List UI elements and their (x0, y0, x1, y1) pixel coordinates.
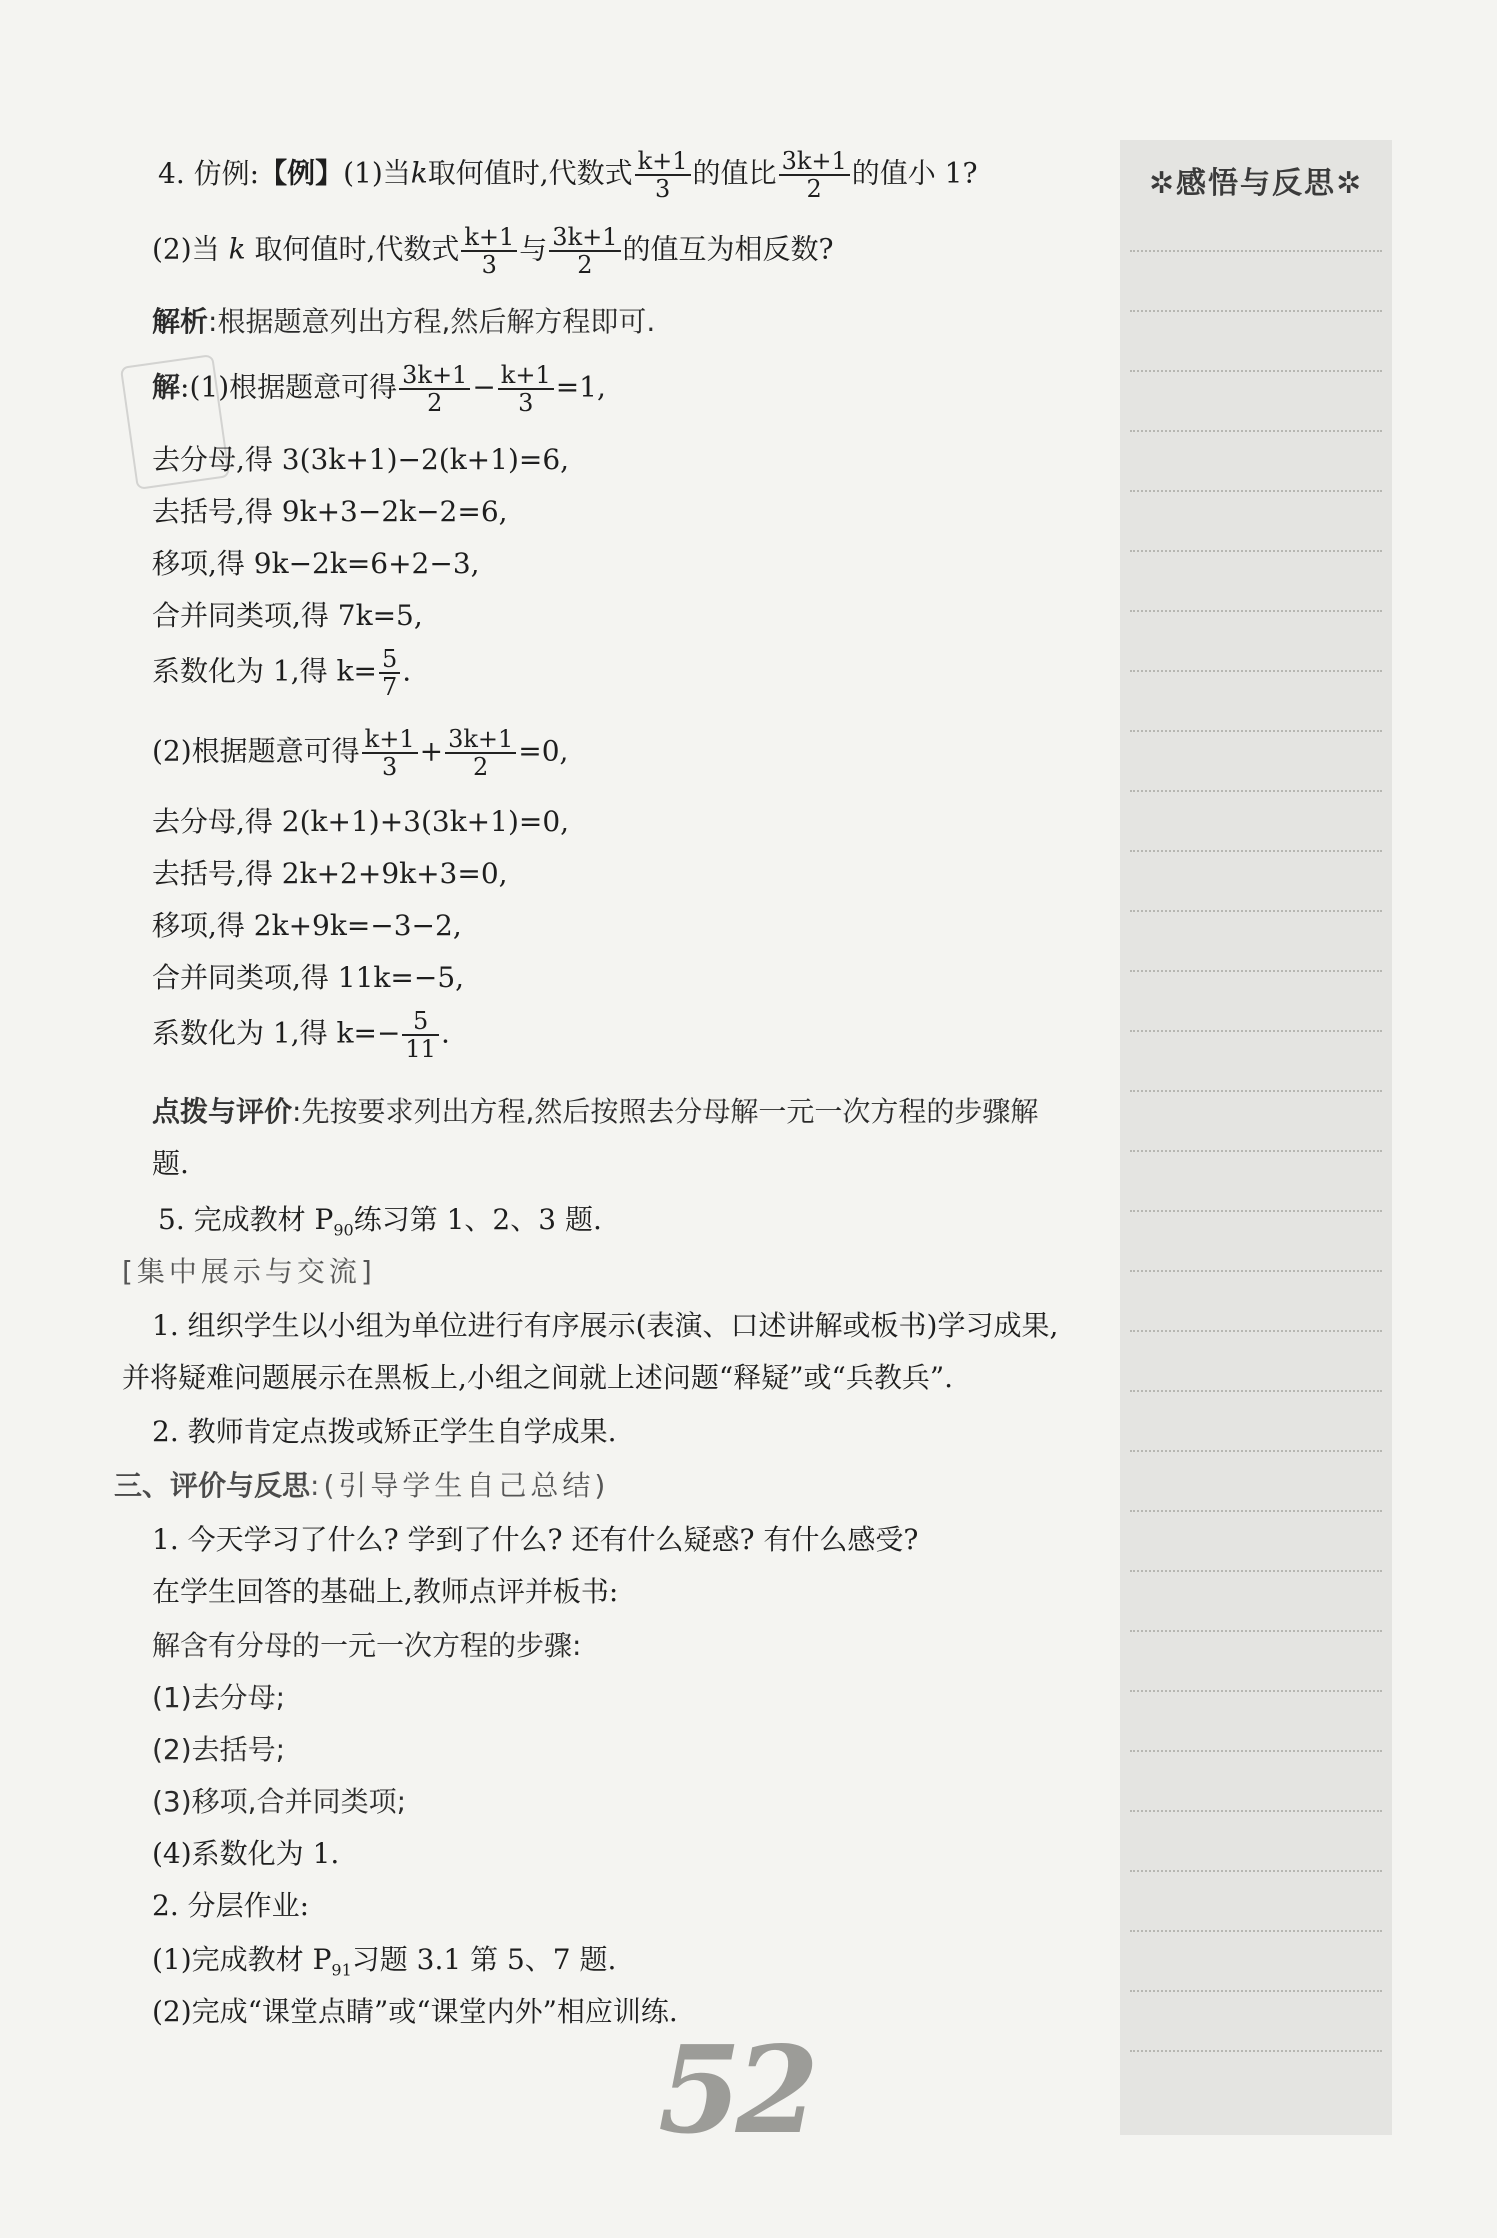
analysis-label: 解析 (152, 305, 209, 338)
analysis-text: :根据题意列出方程,然后解方程即可. (208, 305, 656, 338)
question-5 (152, 1200, 602, 1251)
ruled-line (1130, 1870, 1382, 1872)
question-4-part-1 (152, 148, 978, 202)
q5-text: 练习第 1、2、3 题. (353, 1203, 602, 1236)
var-k: k (228, 232, 246, 266)
fraction-5-over-7: $\frac{5}{7}$ (379, 646, 400, 700)
focus-item-2: 2. 教师肯定点拨或矫正学生自学成果. (152, 1415, 617, 1448)
ruled-line (1130, 910, 1382, 912)
page-number: 52 (658, 2020, 813, 2161)
solution-1-step: 合并同类项,得 7k=5, (152, 599, 423, 632)
ruled-line (1130, 370, 1382, 372)
result-text: 系数化为 1,得 k= (152, 654, 377, 688)
homework-text: (1)完成教材 P (152, 1943, 332, 1976)
homework-item-2: (2)完成“课堂点睛”或“课堂内外”相应训练. (152, 1995, 678, 2028)
solution-1-result (152, 646, 411, 700)
fraction-3k-plus-1-over-2: $\frac{3k+1}{2}$ (445, 726, 516, 780)
fraction-5-over-11: $\frac{5}{11}$ (402, 1008, 439, 1062)
solution-text: :(1)根据题意可得 (180, 370, 398, 404)
q4-text: (1)当 (343, 156, 411, 190)
fraction-3k-plus-1-over-2: $\frac{3k+1}{2}$ (779, 148, 850, 202)
solution-2-step: 去分母,得 2(k+1)+3(3k+1)=0, (152, 805, 570, 838)
ruled-line (1130, 1750, 1382, 1752)
ruled-line (1130, 1570, 1382, 1572)
section-3-title: 三、评价与反思 (114, 1469, 311, 1502)
ruled-line (1130, 1150, 1382, 1152)
solution-2-step: 移项,得 2k+9k=−3−2, (152, 909, 462, 942)
fraction-k-plus-1-over-3: $\frac{k+1}{3}$ (635, 148, 691, 202)
q4b-text: (2)当 (152, 232, 220, 266)
solution-label: 解 (152, 370, 181, 404)
focus-item-1-cont: 并将疑难问题展示在黑板上,小组之间就上述问题“释疑”或“兵教兵”. (122, 1361, 954, 1394)
fraction-3k-plus-1-over-2: $\frac{3k+1}{2}$ (549, 224, 620, 278)
ruled-line (1130, 1390, 1382, 1392)
period: . (440, 1016, 450, 1050)
ruled-line (1130, 1810, 1382, 1812)
reflection-item: 1. 今天学习了什么? 学到了什么? 还有什么疑惑? 有什么感受? (152, 1523, 919, 1556)
analysis (152, 302, 655, 342)
ruled-line (1130, 430, 1382, 432)
evaluation-text: :先按要求列出方程,然后按照去分母解一元一次方程的步骤解 (292, 1095, 1039, 1128)
ruled-line (1130, 610, 1382, 612)
ruled-line (1130, 1030, 1382, 1032)
example-tag: 【例】 (259, 156, 344, 190)
solution-2-step: 合并同类项,得 11k=−5, (152, 961, 465, 994)
ruled-line (1130, 790, 1382, 792)
fraction-k-plus-1-over-3: $\frac{k+1}{3}$ (498, 362, 554, 416)
evaluation-label: 点拨与评价 (152, 1095, 293, 1128)
ruled-line (1130, 1330, 1382, 1332)
ruled-line (1130, 850, 1382, 852)
ruled-line (1130, 1690, 1382, 1692)
solution-2-step: 去括号,得 2k+2+9k+3=0, (152, 857, 508, 890)
q4-text: 的值小 1? (851, 156, 978, 190)
ruled-line (1130, 1990, 1382, 1992)
q5-text: 5. 完成教材 P (158, 1203, 334, 1236)
reflection-item: 在学生回答的基础上,教师点评并板书: (152, 1575, 619, 1608)
page-subscript: 91 (331, 1960, 352, 1980)
step-item: (2)去括号; (152, 1733, 286, 1766)
ruled-line (1130, 1090, 1382, 1092)
fraction-k-plus-1-over-3: $\frac{k+1}{3}$ (461, 224, 517, 278)
section-3-note: :(引导学生自己总结) (310, 1469, 610, 1502)
step-item: (3)移项,合并同类项; (152, 1785, 406, 1818)
solution-text: (2)根据题意可得 (152, 734, 360, 768)
ruled-line (1130, 1630, 1382, 1632)
solution-2-setup (152, 726, 568, 780)
solution-1-step: 去括号,得 9k+3−2k−2=6, (152, 495, 508, 528)
q4b-text: 取何值时,代数式 (254, 232, 460, 266)
homework-head: 2. 分层作业: (152, 1889, 310, 1922)
ruled-line (1130, 970, 1382, 972)
ruled-line (1130, 1930, 1382, 1932)
q4-text: 的值比 (692, 156, 777, 190)
ruled-line (1130, 730, 1382, 732)
homework-item-1 (152, 1940, 616, 1991)
minus-sign: − (472, 370, 496, 404)
solution-1-step: 去分母,得 3(3k+1)−2(k+1)=6, (152, 443, 570, 476)
q4-text: 取何值时,代数式 (427, 156, 633, 190)
ruled-line (1130, 550, 1382, 552)
ruled-line (1130, 670, 1382, 672)
fraction-k-plus-1-over-3: $\frac{k+1}{3}$ (362, 726, 418, 780)
evaluation-text-cont: 题. (152, 1147, 189, 1180)
page-subscript: 90 (333, 1220, 354, 1240)
ruled-line (1130, 310, 1382, 312)
section-focus-head: [集中展示与交流] (122, 1255, 376, 1288)
ruled-line (1130, 1210, 1382, 1212)
solution-1-setup (152, 362, 606, 416)
section-3-head (114, 1466, 609, 1506)
ruled-line (1130, 1450, 1382, 1452)
question-4-part-2 (152, 224, 834, 278)
solution-1-step: 移项,得 9k−2k=6+2−3, (152, 547, 480, 580)
ruled-line (1130, 250, 1382, 252)
steps-intro: 解含有分母的一元一次方程的步骤: (152, 1629, 582, 1662)
period: . (402, 654, 412, 688)
plus-sign: + (419, 734, 444, 768)
fraction-3k-plus-1-over-2: $\frac{3k+1}{2}$ (399, 362, 470, 416)
ruled-line (1130, 1270, 1382, 1272)
reflection-sidebar (1120, 140, 1392, 2135)
step-item: (4)系数化为 1. (152, 1837, 340, 1870)
comment-evaluation (152, 1092, 1038, 1132)
equals-text: =0, (518, 734, 569, 768)
equals-text: =1, (555, 370, 606, 404)
var-k: k (410, 156, 428, 190)
step-item: (1)去分母; (152, 1681, 286, 1714)
result-text: 系数化为 1,得 k=− (152, 1016, 401, 1050)
ruled-line (1130, 2050, 1382, 2052)
q4b-text: 的值互为相反数? (622, 232, 834, 266)
homework-text: 习题 3.1 第 5、7 题. (351, 1943, 617, 1976)
q4b-text: 与 (519, 232, 548, 266)
solution-2-result (152, 1008, 450, 1062)
q4-number: 4. 仿例: (158, 156, 260, 190)
ruled-line (1130, 490, 1382, 492)
focus-item-1: 1. 组织学生以小组为单位进行有序展示(表演、口述讲解或板书)学习成果, (152, 1309, 1059, 1342)
ruled-line (1130, 1510, 1382, 1512)
sidebar-title: ✲感悟与反思✲ (1148, 166, 1364, 201)
